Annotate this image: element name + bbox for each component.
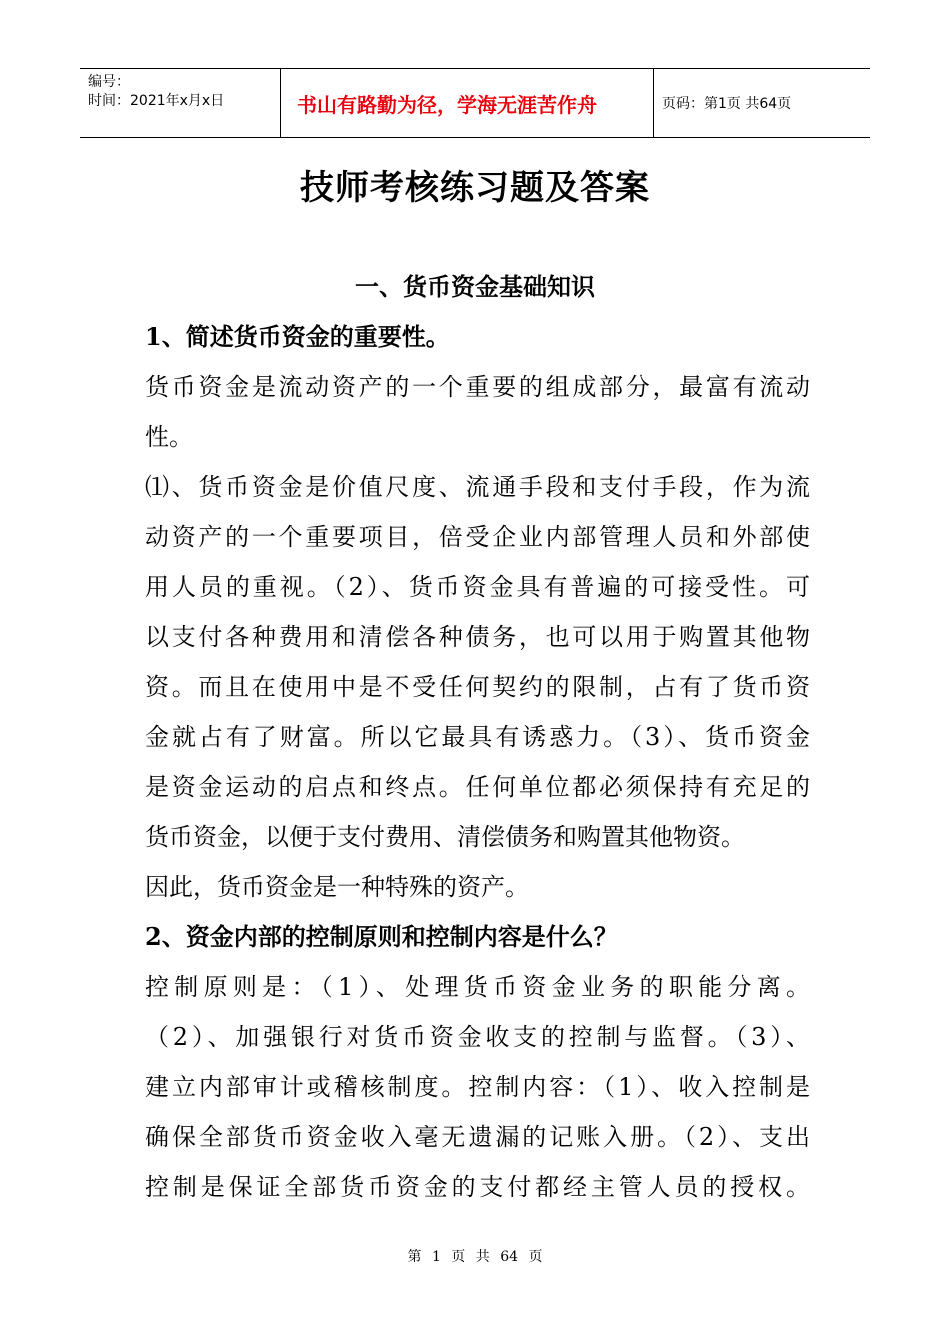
answer-line: 性。 [145,423,193,451]
number-label: 编号： [88,74,130,90]
answer-line: ⑴、货币资金是价值尺度、流通手段和支付手段，作为流 [145,473,810,501]
answer-line: 确保全部货币资金收入毫无遗漏的记账入册。（2）、支出 [145,1123,810,1151]
section-title: 一、货币资金基础知识 [355,272,595,301]
answer-line: 控制是保证全部货币资金的支付都经主管人员的授权。 [145,1173,810,1201]
header-meta-cell [80,69,281,137]
answer-line: 因此，货币资金是一种特殊的资产。 [145,873,529,901]
question-1: 1、简述货币资金的重要性。 [145,322,450,351]
header-table [80,68,870,138]
document-title: 技师考核练习题及答案 [300,168,650,208]
answer-line: 建立内部审计或稽核制度。控制内容：（1）、收入控制是 [145,1073,810,1101]
answer-line: 货币资金，以便于支付费用、清偿债务和购置其他物资。 [145,823,745,851]
answer-line: 控制原则是：（1）、处理货币资金业务的职能分离。 [145,973,810,1001]
answer-line: 用人员的重视。（2）、货币资金具有普遍的可接受性。可 [145,573,810,601]
question-2: 2、资金内部的控制原则和控制内容是什么？ [145,922,618,951]
answer-line: （2）、加强银行对货币资金收支的控制与监督。（3）、 [145,1023,810,1051]
answer-line: 金就占有了财富。所以它最具有诱惑力。（3）、货币资金 [145,723,810,751]
time-label: 时间：2021年x月x日 [88,93,225,109]
answer-line: 以支付各种费用和清偿各种债务，也可以用于购置其他物 [145,623,810,651]
answer-line: 资。而且在使用中是不受任何契约的限制，占有了货币资 [145,673,810,701]
page-footer: 第 1 页 共 64 页 [407,1249,543,1265]
page-info: 页码：第1页 共64页 [662,96,792,112]
answer-line: 动资产的一个重要项目，倍受企业内部管理人员和外部使 [145,523,810,551]
motto: 书山有路勤为径，学海无涯苦作舟 [281,69,654,137]
answer-line: 货币资金是流动资产的一个重要的组成部分，最富有流动 [145,373,810,401]
document-body [145,312,810,1212]
answer-line: 是资金运动的启点和终点。任何单位都必须保持有充足的 [145,773,810,801]
